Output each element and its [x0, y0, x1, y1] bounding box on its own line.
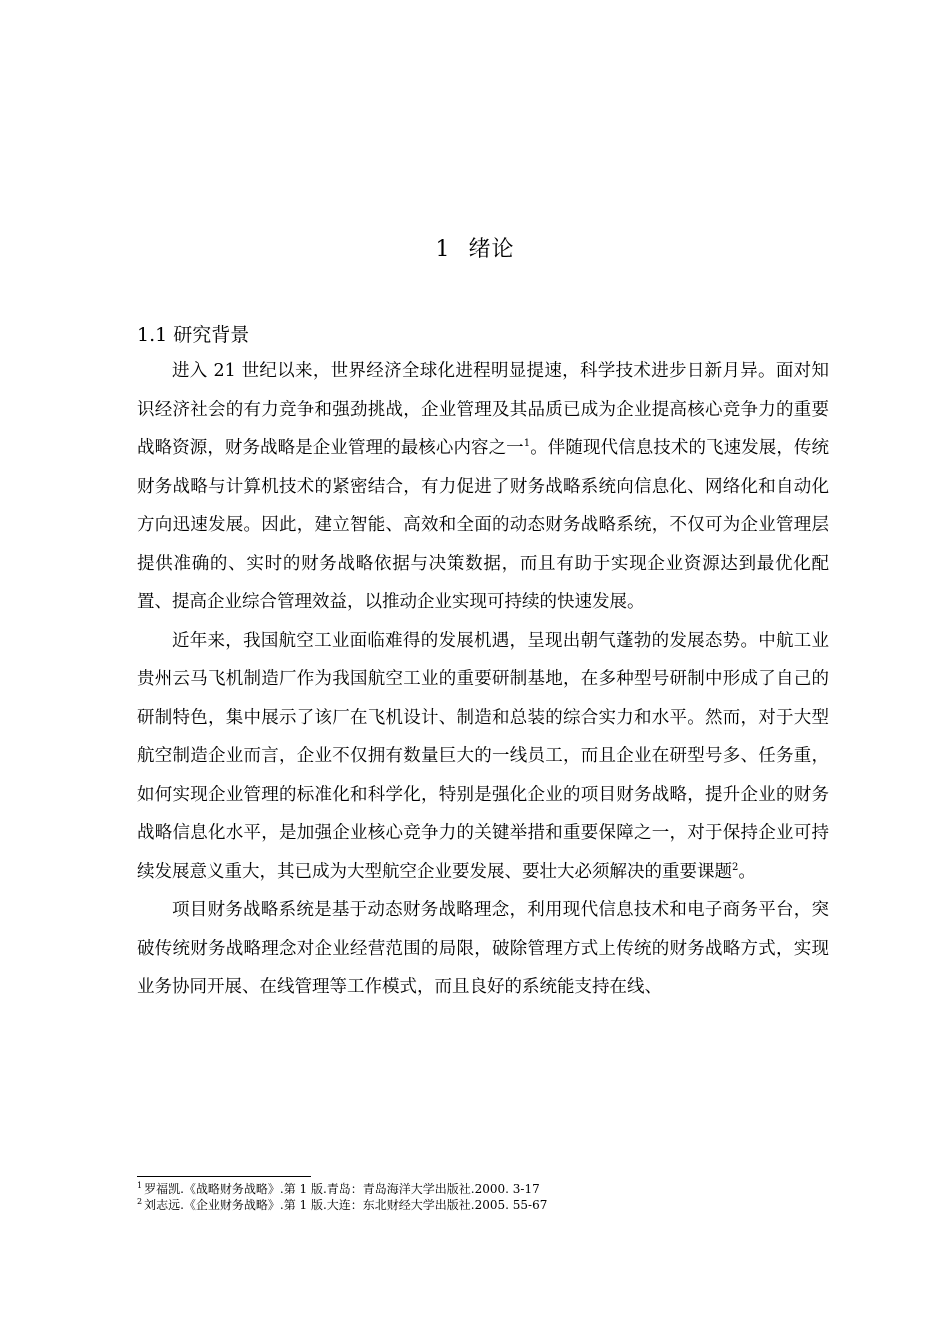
footnotes — [137, 1181, 837, 1213]
footnote-ref: 1 — [523, 438, 531, 450]
paragraph-text: 项目财务战略系统是基于动态财务战略理念，利用现代信息技术和电子商务平台，突破传统财务战略理念对企业经营范围的局限，破除管理方式上传统的财务战略方式，实现业务协同开展、在线管理等工作模式，而且良好的系统能支持在线、 — [137, 900, 829, 997]
chapter-number: 1 — [435, 237, 451, 262]
chapter-title-text: 绪论 — [468, 237, 515, 262]
chapter-title — [0, 232, 950, 268]
paragraph — [137, 891, 829, 1007]
paragraph-text: 。 — [738, 861, 756, 882]
footnote-text: 刘志远.《企业财务战略》.第 1 版.大连：东北财经大学出版社.2005. 55-67 — [144, 1198, 548, 1212]
body-text — [137, 352, 829, 1007]
footnote-text: 罗福凯.《战略财务战略》.第 1 版.青岛：青岛海洋大学出版社.2000. 3-17 — [144, 1182, 540, 1196]
paragraph-text: 。伴随现代信息技术的飞速发展，传统财务战略与计算机技术的紧密结合，有力促进了财务战略系统向信息化、网络化和自动化方向迅速发展。因此，建立智能、高效和全面的动态财务战略系统，不仅可为企业管理层提供准确的、实时的财务战略依据与决策数据，而且有助于实现企业资源达到最优化配置、提高企业综合管理效益，以推动企业实现可持续的快速发展。 — [137, 438, 830, 612]
section-title: 1.1 研究背景 — [137, 324, 250, 346]
paragraph — [137, 352, 829, 622]
footnote — [137, 1197, 837, 1213]
paragraph-text: 近年来，我国航空工业面临难得的发展机遇，呈现出朝气蓬勃的发展态势。中航工业贵州云马飞机制造厂作为我国航空工业的重要研制基地，在多种型号研制中形成了自己的研制特色，集中展示了该厂在飞机设计、制造和总装的综合实力和水平。然而，对于大型航空制造企业而言，企业不仅拥有数量巨大的一线员工，而且企业在研型号多、任务重，如何实现企业管理的标准化和科学化，特别是强化企业的项目财务战略，提升企业的财务战略信息化水平，是加强企业核心竞争力的关键举措和重要保障之一，对于保持企业可持续发展意义重大，其已成为大型航空企业要发展、要壮大必须解决的重要课题 — [137, 630, 829, 882]
footnote-ref: 2 — [732, 861, 739, 873]
footnote-divider — [137, 1176, 311, 1177]
footnote-mark: 2 — [137, 1197, 143, 1206]
footnote — [137, 1181, 837, 1197]
footnote-mark: 1 — [137, 1181, 143, 1190]
paragraph — [137, 622, 829, 892]
paragraph-text: 进入 21 世纪以来，世界经济全球化进程明显提速，科学技术进步日新月异。面对知识经济社会的有力竞争和强劲挑战，企业管理及其品质已成为企业提高核心竞争力的重要战略资源，财务战略是企业管理的最核心内容之一 — [137, 361, 829, 458]
